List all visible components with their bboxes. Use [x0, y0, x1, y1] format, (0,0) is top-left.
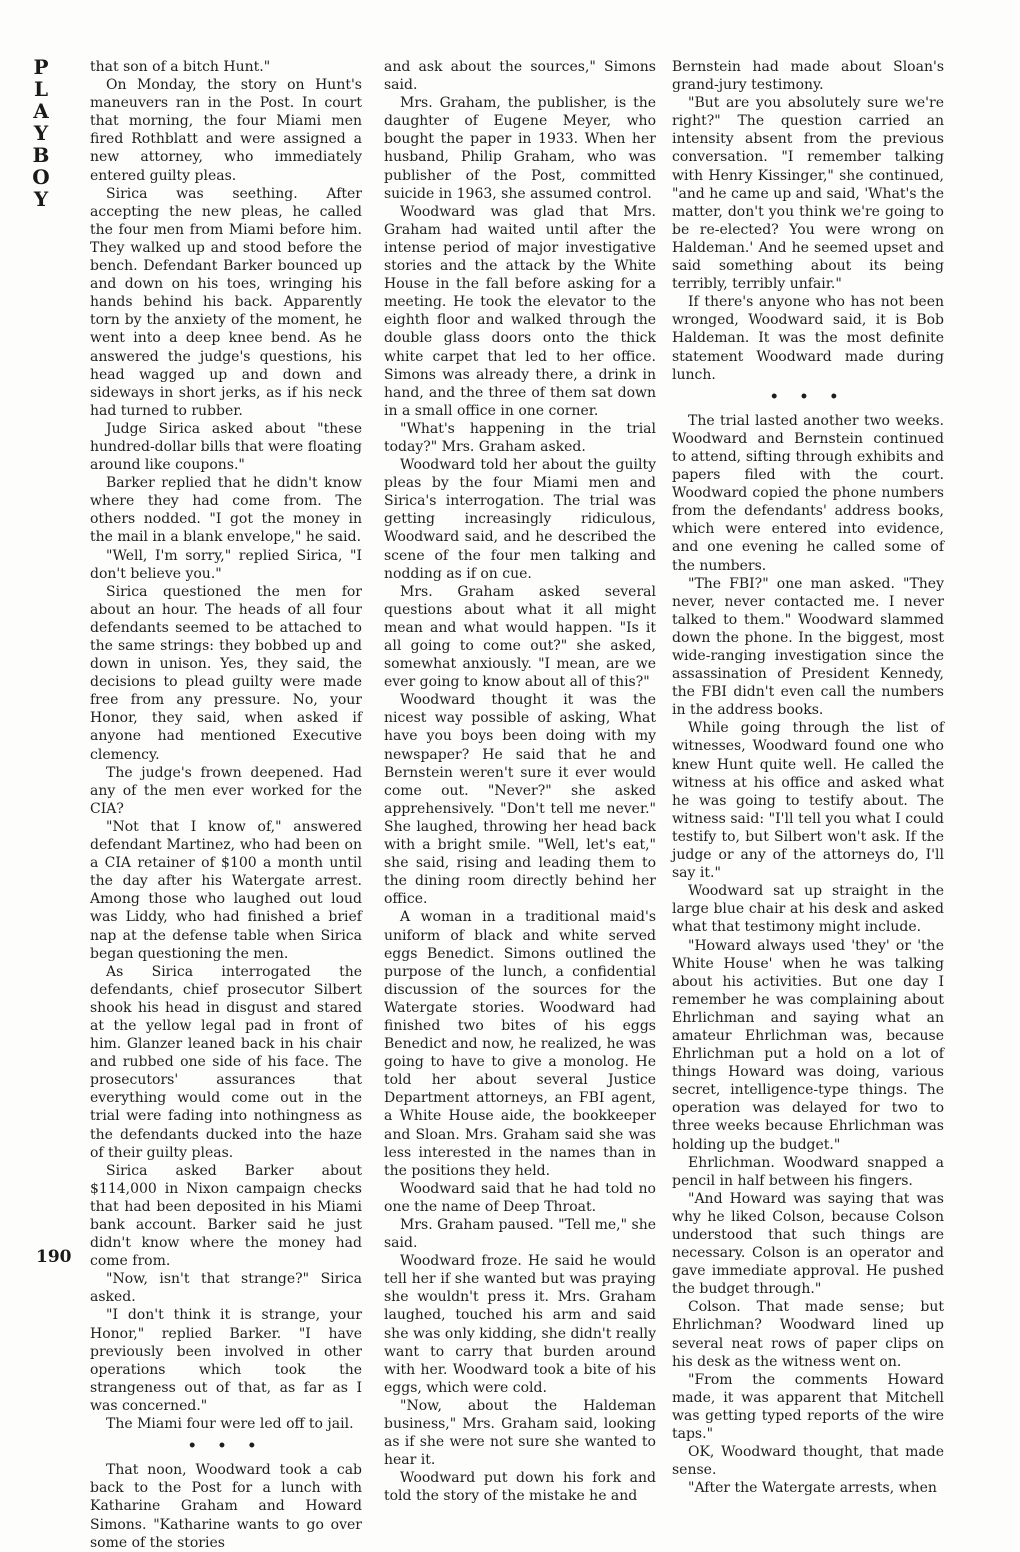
paragraph: Mrs. Graham, the publisher, is the daughter of Eugene Meyer, who bought the paper in 1933. When her husband, Philip Graham, who was publisher of the Post, committed suicide in 1963, she assumed control.: [384, 95, 656, 202]
paragraph: Colson. That made sense; but Ehrlichman? Woodward lined up several neat rows of paper clips on his desk as the witness went on.: [672, 1299, 944, 1370]
paragraph: Barker replied that he didn't know where they had come from. The others nodded. "I got the money in the mail in a blank envelope," he said.: [90, 475, 362, 546]
paragraph: Ehrlichman. Woodward snapped a pencil in half between his fingers.: [672, 1154, 944, 1189]
paragraph: "From the comments Howard made, it was apparent that Mitchell was getting typed reports of the wire taps.": [672, 1371, 944, 1443]
paragraph: The trial lasted another two weeks. Woodward and Bernstein continued to attend, sifting through exhibits and papers filed with the court. Woodward copied the phone numbers from the defendants' address books, which were entered into evidence, and one evening he called some of the numbers.: [672, 412, 944, 574]
masthead-letter: O: [32, 165, 50, 189]
paragraph: "Not that I know of," answered defendant Martinez, who had been on a CIA retainer of $100 a month until the day after his Watergate arrest. Among those who laughed out loud was Liddy, who had finished a brief nap at the defense table when Sirica began questioning the men.: [90, 818, 362, 962]
paragraph: While going through the list of witnesses, Woodward found one who knew Hunt quite well. He called the witness at his office and asked what he was going to testify about. The witness said: "I'll tell you what I could testify to, but Silbert won't ask. If the judge or any of the attorneys do, I'll say it.": [672, 720, 944, 882]
paragraph: Woodward thought it was the nicest way possible of asking, What have you boys been doing with my newspaper? He said that he and Bernstein weren't sure it ever would come out. "Never?" she asked apprehensively. "Don't tell me never." She laughed, throwing her head back with a bright smile. "Well, let's eat," she said, rising and leading them to the dining room directly behind her office.: [384, 692, 656, 908]
paragraph: "Well, I'm sorry," replied Sirica, "I don't believe you.": [90, 547, 362, 582]
masthead-letter: Y: [33, 121, 49, 145]
paragraph: Woodward told her about the guilty pleas by the four Miami men and Sirica's interrogation. The trial was getting increasingly ridiculous, Woodward said, and he described the scene of the four men talking and nodding as if on cue.: [384, 457, 656, 582]
paragraph: Judge Sirica asked about "these hundred-dollar bills that were floating around like coupons.": [90, 420, 362, 474]
paragraph: Woodward sat up straight in the large blue chair at his desk and asked what that testimony might include.: [672, 883, 944, 936]
paragraph: The judge's frown deepened. Had any of the men ever worked for the CIA?: [90, 764, 362, 817]
article-column-2: [384, 58, 656, 1506]
paragraph: Mrs. Graham paused. "Tell me," she said.: [384, 1217, 656, 1252]
article-column-1: [90, 58, 362, 1552]
paragraph: On Monday, the story on Hunt's maneuvers ran in the Post. In court that morning, the four Miami men fired Rothblatt and were assigned a new attorney, who immediately entered guilty pleas.: [90, 77, 362, 184]
paragraph: Woodward was glad that Mrs. Graham had waited until after the intense period of major investigative stories and the attack by the White House in the fall before asking for a meeting. He took the elevator to the eighth floor and walked through the double glass doors onto the thick white carpet that led to her office. Simons was already there, a drink in hand, and the three of them sat down in a small office in one corner.: [384, 203, 656, 419]
paragraph: "But are you absolutely sure we're right?" The question carried an intensity absent from the previous conversation. "I remember talking with Henry Kissinger," she continued, "and he came up and said, 'What's the matter, don't you think we're going to be re-elected? You were wrong on Haldeman.' And he seemed upset and said something about its being terribly, terribly unfair.": [672, 95, 944, 293]
paragraph: OK, Woodward thought, that made sense.: [672, 1444, 944, 1479]
masthead-letter: Y: [33, 187, 49, 211]
paragraph: "And Howard was saying that was why he liked Colson, because Colson understood that such things are necessary. Colson is an operator and gave immediate approval. He pushed the budget through.": [672, 1190, 944, 1298]
article-column-3: [672, 58, 944, 1497]
paragraph: Woodward said that he had told no one the name of Deep Throat.: [384, 1180, 656, 1215]
paragraph: "After the Watergate arrests, when: [688, 1480, 937, 1497]
paragraph: "Now, about the Haldeman business," Mrs. Graham said, looking as if she were not sure she wanted to hear it.: [384, 1397, 656, 1469]
paragraph: "Now, isn't that strange?" Sirica asked.: [90, 1271, 362, 1306]
paragraph: As Sirica interrogated the defendants, chief prosecutor Silbert shook his head in disgust and stared at the yellow legal pad in front of him. Glanzer leaned back in his chair and rubbed one side of his face. The prosecutors' assurances that everything would come out in the trial were fading into nothingness as the defendants ducked into the haze of their guilty pleas.: [90, 963, 362, 1161]
paragraph: Mrs. Graham asked several questions about what it all might mean and what would happen. "Is it all going to come out?" she asked, somewhat anxiously. "I mean, are we ever going to know about all of this?": [384, 583, 656, 691]
paragraph: Woodward put down his fork and told the story of the mistake he and: [384, 1470, 656, 1505]
paragraph: The Miami four were led off to jail.: [106, 1416, 354, 1433]
paragraph: that son of a bitch Hunt.": [90, 59, 271, 75]
masthead-letter: A: [33, 99, 49, 123]
paragraph: Bernstein had made about Sloan's grand-jury testimony.: [672, 59, 944, 94]
paragraph: Sirica questioned the men for about an hour. The heads of all four defendants seemed to be attached to the same strings: they bobbed up and down in unison. Yes, they said, the decisions to plead guilty were made free from any pressure. No, your Honor, they said, when asked if anyone had mentioned Executive clemency.: [90, 583, 362, 763]
paragraph: "What's happening in the trial today?" Mrs. Graham asked.: [384, 420, 656, 455]
masthead-letter: B: [32, 143, 50, 167]
paragraph: "I don't think it is strange, your Honor," replied Barker. "I have previously been involved in other operations which took the strangeness out of that, as far as I was concerned.": [90, 1307, 362, 1414]
paragraph: "The FBI?" one man asked. "They never, never contacted me. I never talked to them." Woodward slammed down the phone. In the biggest, most wide-ranging investigation since the assassination of President Kennedy, the FBI didn't even call the numbers in the address books.: [672, 575, 944, 719]
paragraph: If there's anyone who has not been wronged, Woodward said, it is Bob Haldeman. It was the most definite statement Woodward made during lunch.: [672, 294, 944, 383]
paragraph: Woodward froze. He said he would tell her if she wanted but was praying she wouldn't press it. Mrs. Graham laughed, touched his arm and said she was only kidding, she didn't really want to carry that burden around with her. Woodward took a bite of his eggs, which were cold.: [384, 1253, 656, 1396]
paragraph: Sirica asked Barker about $114,000 in Nixon campaign checks that had been deposited in his Miami bank account. Barker said he just didn't know where the money had come from.: [90, 1162, 362, 1270]
masthead-letter: L: [33, 77, 49, 101]
paragraph: and ask about the sources," Simons said.: [384, 59, 656, 94]
masthead-letter: P: [33, 55, 49, 79]
page-number: 190: [36, 1247, 72, 1267]
paragraph: A woman in a traditional maid's uniform of black and white served eggs Benedict. Simons outlined the purpose of the lunch, a confidential discussion of the sources for the Watergate stories. Woodward had finished two bites of his eggs Benedict and now, he realized, he was going to have to give a monolog. He told her about several Justice Department attorneys, an FBI agent, a White House aide, the bookkeeper and Sloan. Mrs. Graham said she was less interested in the names than in the positions they held.: [384, 909, 656, 1179]
paragraph: "Howard always used 'they' or 'the White House' when he was talking about his activities. But one day I remember he was complaining about Ehrlichman and saying what an amateur Ehrlichman was, because Ehrlichman put a hold on a lot of things Howard was doing, various secret, intelligence-type things. The operation was delayed for two to three weeks because Ehrlichman was holding up the budget.": [672, 937, 944, 1153]
magazine-masthead: [30, 56, 52, 210]
paragraph: That noon, Woodward took a cab back to the Post for a lunch with Katharine Graham and Howard Simons. "Katharine wants to go over some of the stories: [90, 1462, 362, 1551]
section-break: • • •: [769, 388, 847, 405]
paragraph: Sirica was seething. After accepting the new pleas, he called the four men from Miami before him. They walked up and stood before the bench. Defendant Barker bounced up and down on his toes, wringing his hands behind his back. Apparently torn by the anxiety of the moment, he went into a deep knee bend. As he answered the judge's questions, his head wagged up and down and sideways in short jerks, as if his neck had turned to rubber.: [90, 185, 362, 419]
section-break: • • •: [187, 1438, 265, 1455]
